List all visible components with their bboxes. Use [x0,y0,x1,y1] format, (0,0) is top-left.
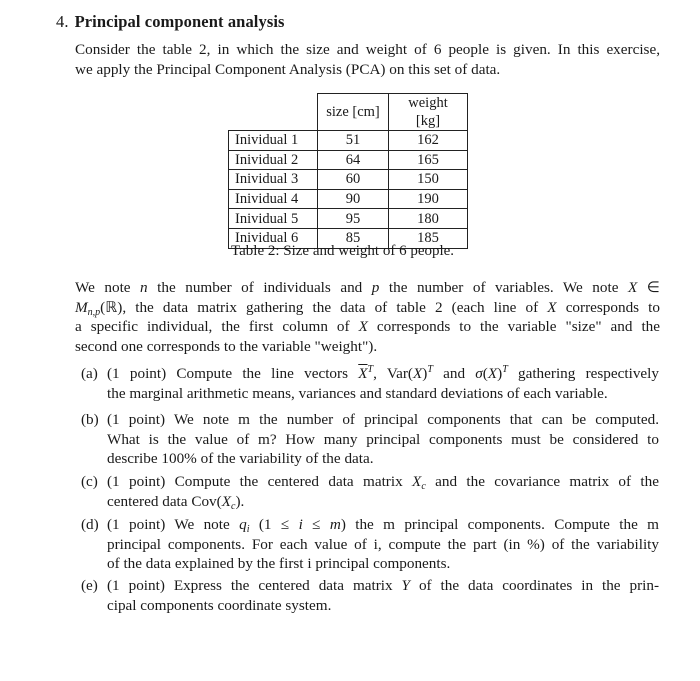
notation-line-1: We note n the number of individuals and p the number of variables. We note X ∈ [75,279,660,296]
row-size: 95 [318,209,389,229]
question-text: (1 point) We note $q_i$ (1 ≤ i ≤ m) the m principal components. Compute the m principal components. For each value of i, compute the part (in %) of the variability of the data explained by the first i principal components. [107,516,659,572]
row-label: Inividual 2 [229,150,318,170]
table-caption: Table 2: Size and weight of 6 people. [231,243,455,259]
row-weight: 180 [389,209,468,229]
notation-paragraph [75,278,660,356]
row-weight: 165 [389,150,468,170]
notation-line-2: $M_{n,p}(ℝ)$, the data matrix gathering the data of table 2 (each line of X corresponds to [75,298,660,318]
section-title: Principal component analysis [74,12,285,31]
question-label: (a) [81,365,98,382]
table-row [229,131,468,151]
row-label: Inividual 4 [229,189,318,209]
table-header-row [229,94,468,131]
question-label: (e) [81,577,98,594]
question-text: (1 point) Compute the centered data matrix $X_c$ and the covariance matrix of the centered data $Cov(X_c)$. [107,473,659,512]
section-heading [56,12,285,32]
row-label: Inividual 1 [229,131,318,151]
question-label: (b) [81,411,99,428]
row-weight: 185 [389,228,468,248]
notation-line-3: a specific individual, the first column of X corresponds to the variable "size" and the [75,318,661,335]
notation-line-4: second one corresponds to the variable "weight"). [75,337,378,355]
table-header-weight: weight [kg] [389,94,468,131]
question-text: (1 point) Express the centered data matrix Y of the data coordinates in the prin- cipal components coordinate system. [107,577,659,614]
question-label: (d) [81,516,99,533]
row-size: 90 [318,189,389,209]
question-text: (1 point) We note m the number of principal components that can be computed. What is the value of m? How many principal components must be considered to describe 100% of the variability of the data. [107,411,659,467]
section-number: 4. [56,12,69,31]
row-label: Inividual 5 [229,209,318,229]
table-header-empty [229,94,318,131]
row-size: 64 [318,150,389,170]
row-size: 51 [318,131,389,151]
question-text: (1 point) Compute the line vectors $\overline{X}^T$, $Var(X)^T$ and $\sigma(X)^T$ gathering respectively the marginal arithmetic means, variances and standard deviations of each variable. [107,364,659,402]
question-label: (c) [81,473,98,490]
table-row [229,209,468,229]
table-header-size: size [cm] [318,94,389,131]
row-weight: 162 [389,131,468,151]
row-label: Inividual 6 [229,228,318,248]
row-label: Inividual 3 [229,170,318,190]
row-size: 60 [318,170,389,190]
table-row [229,150,468,170]
intro-line-1: Consider the table 2, in which the size and weight of 6 people is given. In this exercise, [75,41,660,58]
table-row [229,189,468,209]
intro-paragraph [75,40,660,79]
size-weight-table [228,93,468,249]
row-weight: 150 [389,170,468,190]
row-size: 85 [318,228,389,248]
intro-line-2: we apply the Principal Component Analysis (PCA) on this set of data. [75,60,501,78]
row-weight: 190 [389,189,468,209]
table-row [229,170,468,190]
